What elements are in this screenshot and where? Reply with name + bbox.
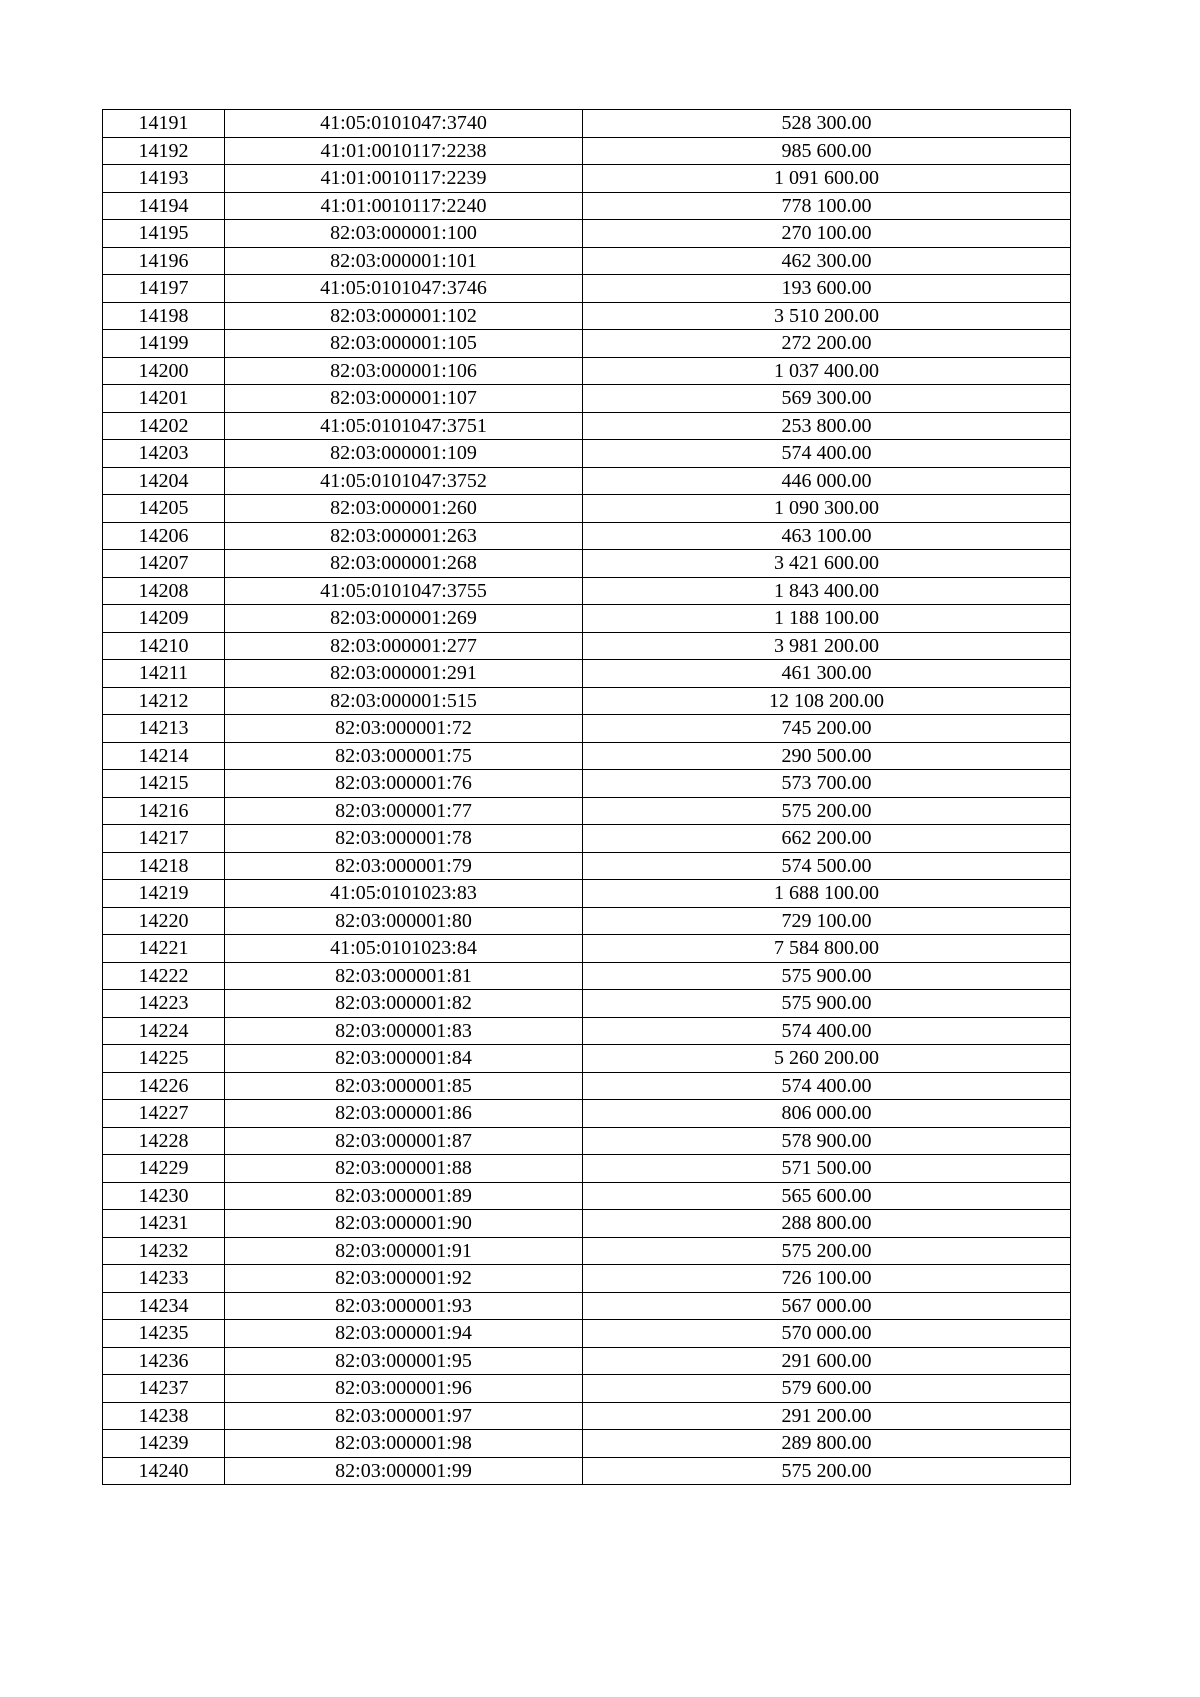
- cadastral-number-cell: 82:03:000001:92: [225, 1265, 583, 1293]
- cadastral-value-cell: 290 500.00: [583, 742, 1071, 770]
- table-row: [103, 660, 1071, 688]
- cadastral-value-cell: 270 100.00: [583, 220, 1071, 248]
- cadastral-value-cell: 569 300.00: [583, 385, 1071, 413]
- cadastral-number-cell: 41:01:0010117:2238: [225, 137, 583, 165]
- table-row: [103, 1265, 1071, 1293]
- cadastral-number-cell: 82:03:000001:79: [225, 852, 583, 880]
- cadastral-value-cell: 574 500.00: [583, 852, 1071, 880]
- cadastral-number-cell: 41:05:0101047:3740: [225, 110, 583, 138]
- table-row: [103, 962, 1071, 990]
- table-row: [103, 440, 1071, 468]
- table-row: [103, 385, 1071, 413]
- cadastral-value-cell: 3 421 600.00: [583, 550, 1071, 578]
- cadastral-number-cell: 82:03:000001:75: [225, 742, 583, 770]
- table-row: [103, 797, 1071, 825]
- row-number-cell: 14236: [103, 1347, 225, 1375]
- cadastral-value-table: [102, 109, 1071, 1485]
- row-number-cell: 14226: [103, 1072, 225, 1100]
- table-row: [103, 1155, 1071, 1183]
- table-row: [103, 137, 1071, 165]
- cadastral-value-cell: 574 400.00: [583, 440, 1071, 468]
- table-row: [103, 825, 1071, 853]
- row-number-cell: 14221: [103, 935, 225, 963]
- cadastral-number-cell: 82:03:000001:106: [225, 357, 583, 385]
- row-number-cell: 14210: [103, 632, 225, 660]
- table-row: [103, 1430, 1071, 1458]
- row-number-cell: 14240: [103, 1457, 225, 1485]
- table-row: [103, 467, 1071, 495]
- cadastral-value-cell: 461 300.00: [583, 660, 1071, 688]
- table-row: [103, 357, 1071, 385]
- table-row: [103, 770, 1071, 798]
- row-number-cell: 14220: [103, 907, 225, 935]
- table-row: [103, 1375, 1071, 1403]
- table-row: [103, 247, 1071, 275]
- row-number-cell: 14214: [103, 742, 225, 770]
- cadastral-value-cell: 662 200.00: [583, 825, 1071, 853]
- table-row: [103, 880, 1071, 908]
- row-number-cell: 14235: [103, 1320, 225, 1348]
- table-row: [103, 192, 1071, 220]
- table-row: [103, 1320, 1071, 1348]
- table-row: [103, 577, 1071, 605]
- row-number-cell: 14227: [103, 1100, 225, 1128]
- cadastral-number-cell: 82:03:000001:105: [225, 330, 583, 358]
- row-number-cell: 14238: [103, 1402, 225, 1430]
- cadastral-number-cell: 82:03:000001:260: [225, 495, 583, 523]
- cadastral-number-cell: 41:05:0101023:84: [225, 935, 583, 963]
- cadastral-value-cell: 575 900.00: [583, 962, 1071, 990]
- cadastral-value-cell: 729 100.00: [583, 907, 1071, 935]
- cadastral-value-cell: 778 100.00: [583, 192, 1071, 220]
- cadastral-value-cell: 1 090 300.00: [583, 495, 1071, 523]
- row-number-cell: 14213: [103, 715, 225, 743]
- row-number-cell: 14201: [103, 385, 225, 413]
- table-row: [103, 852, 1071, 880]
- row-number-cell: 14194: [103, 192, 225, 220]
- cadastral-number-cell: 82:03:000001:83: [225, 1017, 583, 1045]
- cadastral-number-cell: 41:01:0010117:2240: [225, 192, 583, 220]
- cadastral-number-cell: 82:03:000001:81: [225, 962, 583, 990]
- row-number-cell: 14223: [103, 990, 225, 1018]
- table-row: [103, 220, 1071, 248]
- cadastral-value-cell: 7 584 800.00: [583, 935, 1071, 963]
- cadastral-number-cell: 82:03:000001:101: [225, 247, 583, 275]
- table-row: [103, 110, 1071, 138]
- cadastral-number-cell: 82:03:000001:102: [225, 302, 583, 330]
- cadastral-value-cell: 462 300.00: [583, 247, 1071, 275]
- cadastral-value-cell: 1 091 600.00: [583, 165, 1071, 193]
- table-row: [103, 935, 1071, 963]
- table-row: [103, 1182, 1071, 1210]
- row-number-cell: 14211: [103, 660, 225, 688]
- row-number-cell: 14234: [103, 1292, 225, 1320]
- cadastral-value-cell: 3 981 200.00: [583, 632, 1071, 660]
- row-number-cell: 14232: [103, 1237, 225, 1265]
- cadastral-number-cell: 82:03:000001:109: [225, 440, 583, 468]
- table-row: [103, 632, 1071, 660]
- row-number-cell: 14202: [103, 412, 225, 440]
- table-row: [103, 1237, 1071, 1265]
- cadastral-value-cell: 288 800.00: [583, 1210, 1071, 1238]
- cadastral-number-cell: 82:03:000001:87: [225, 1127, 583, 1155]
- table-row: [103, 1210, 1071, 1238]
- row-number-cell: 14224: [103, 1017, 225, 1045]
- cadastral-value-cell: 12 108 200.00: [583, 687, 1071, 715]
- table-row: [103, 330, 1071, 358]
- table-row: [103, 275, 1071, 303]
- cadastral-number-cell: 82:03:000001:78: [225, 825, 583, 853]
- row-number-cell: 14196: [103, 247, 225, 275]
- row-number-cell: 14206: [103, 522, 225, 550]
- table-row: [103, 715, 1071, 743]
- table-row: [103, 687, 1071, 715]
- row-number-cell: 14233: [103, 1265, 225, 1293]
- cadastral-number-cell: 82:03:000001:95: [225, 1347, 583, 1375]
- cadastral-value-cell: 463 100.00: [583, 522, 1071, 550]
- cadastral-value-cell: 574 400.00: [583, 1017, 1071, 1045]
- table-row: [103, 1100, 1071, 1128]
- cadastral-value-cell: 570 000.00: [583, 1320, 1071, 1348]
- cadastral-number-cell: 82:03:000001:94: [225, 1320, 583, 1348]
- table-row: [103, 1457, 1071, 1485]
- cadastral-number-cell: 82:03:000001:80: [225, 907, 583, 935]
- table-row: [103, 1072, 1071, 1100]
- cadastral-value-cell: 745 200.00: [583, 715, 1071, 743]
- row-number-cell: 14198: [103, 302, 225, 330]
- row-number-cell: 14215: [103, 770, 225, 798]
- cadastral-number-cell: 82:03:000001:263: [225, 522, 583, 550]
- cadastral-value-cell: 291 200.00: [583, 1402, 1071, 1430]
- table-row: [103, 522, 1071, 550]
- cadastral-value-cell: 291 600.00: [583, 1347, 1071, 1375]
- cadastral-value-cell: 575 200.00: [583, 1237, 1071, 1265]
- cadastral-number-cell: 82:03:000001:77: [225, 797, 583, 825]
- cadastral-number-cell: 82:03:000001:99: [225, 1457, 583, 1485]
- cadastral-number-cell: 82:03:000001:72: [225, 715, 583, 743]
- cadastral-value-cell: 3 510 200.00: [583, 302, 1071, 330]
- row-number-cell: 14229: [103, 1155, 225, 1183]
- row-number-cell: 14193: [103, 165, 225, 193]
- cadastral-value-cell: 1 688 100.00: [583, 880, 1071, 908]
- cadastral-value-cell: 578 900.00: [583, 1127, 1071, 1155]
- cadastral-value-cell: 253 800.00: [583, 412, 1071, 440]
- cadastral-number-cell: 82:03:000001:91: [225, 1237, 583, 1265]
- table-row: [103, 1347, 1071, 1375]
- row-number-cell: 14207: [103, 550, 225, 578]
- cadastral-number-cell: 82:03:000001:89: [225, 1182, 583, 1210]
- cadastral-number-cell: 82:03:000001:93: [225, 1292, 583, 1320]
- row-number-cell: 14204: [103, 467, 225, 495]
- row-number-cell: 14205: [103, 495, 225, 523]
- cadastral-number-cell: 41:05:0101047:3746: [225, 275, 583, 303]
- cadastral-value-cell: 806 000.00: [583, 1100, 1071, 1128]
- row-number-cell: 14217: [103, 825, 225, 853]
- table-row: [103, 412, 1071, 440]
- table-row: [103, 1402, 1071, 1430]
- cadastral-value-cell: 1 843 400.00: [583, 577, 1071, 605]
- cadastral-number-cell: 82:03:000001:90: [225, 1210, 583, 1238]
- row-number-cell: 14219: [103, 880, 225, 908]
- cadastral-number-cell: 82:03:000001:269: [225, 605, 583, 633]
- cadastral-number-cell: 82:03:000001:84: [225, 1045, 583, 1073]
- cadastral-number-cell: 82:03:000001:85: [225, 1072, 583, 1100]
- cadastral-number-cell: 82:03:000001:291: [225, 660, 583, 688]
- cadastral-number-cell: 41:05:0101023:83: [225, 880, 583, 908]
- cadastral-value-cell: 575 200.00: [583, 1457, 1071, 1485]
- cadastral-value-cell: 272 200.00: [583, 330, 1071, 358]
- cadastral-value-cell: 5 260 200.00: [583, 1045, 1071, 1073]
- table-row: [103, 495, 1071, 523]
- row-number-cell: 14191: [103, 110, 225, 138]
- cadastral-number-cell: 82:03:000001:97: [225, 1402, 583, 1430]
- cadastral-value-cell: 985 600.00: [583, 137, 1071, 165]
- table-row: [103, 742, 1071, 770]
- cadastral-number-cell: 41:05:0101047:3751: [225, 412, 583, 440]
- table-row: [103, 1127, 1071, 1155]
- cadastral-number-cell: 82:03:000001:268: [225, 550, 583, 578]
- row-number-cell: 14209: [103, 605, 225, 633]
- table-row: [103, 302, 1071, 330]
- table-row: [103, 1017, 1071, 1045]
- row-number-cell: 14239: [103, 1430, 225, 1458]
- cadastral-value-cell: 571 500.00: [583, 1155, 1071, 1183]
- cadastral-number-cell: 41:01:0010117:2239: [225, 165, 583, 193]
- cadastral-value-cell: 528 300.00: [583, 110, 1071, 138]
- row-number-cell: 14231: [103, 1210, 225, 1238]
- row-number-cell: 14225: [103, 1045, 225, 1073]
- cadastral-value-cell: 1 188 100.00: [583, 605, 1071, 633]
- row-number-cell: 14230: [103, 1182, 225, 1210]
- cadastral-value-cell: 1 037 400.00: [583, 357, 1071, 385]
- cadastral-value-cell: 726 100.00: [583, 1265, 1071, 1293]
- table-body: [103, 110, 1071, 1485]
- row-number-cell: 14216: [103, 797, 225, 825]
- cadastral-value-cell: 446 000.00: [583, 467, 1071, 495]
- cadastral-value-cell: 573 700.00: [583, 770, 1071, 798]
- cadastral-number-cell: 41:05:0101047:3755: [225, 577, 583, 605]
- row-number-cell: 14203: [103, 440, 225, 468]
- table-row: [103, 605, 1071, 633]
- cadastral-number-cell: 41:05:0101047:3752: [225, 467, 583, 495]
- cadastral-number-cell: 82:03:000001:76: [225, 770, 583, 798]
- row-number-cell: 14228: [103, 1127, 225, 1155]
- cadastral-number-cell: 82:03:000001:86: [225, 1100, 583, 1128]
- row-number-cell: 14199: [103, 330, 225, 358]
- cadastral-value-cell: 193 600.00: [583, 275, 1071, 303]
- cadastral-number-cell: 82:03:000001:107: [225, 385, 583, 413]
- cadastral-number-cell: 82:03:000001:96: [225, 1375, 583, 1403]
- row-number-cell: 14237: [103, 1375, 225, 1403]
- row-number-cell: 14218: [103, 852, 225, 880]
- row-number-cell: 14197: [103, 275, 225, 303]
- table-row: [103, 1045, 1071, 1073]
- table-row: [103, 990, 1071, 1018]
- cadastral-number-cell: 82:03:000001:515: [225, 687, 583, 715]
- cadastral-number-cell: 82:03:000001:82: [225, 990, 583, 1018]
- cadastral-number-cell: 82:03:000001:88: [225, 1155, 583, 1183]
- cadastral-value-cell: 575 200.00: [583, 797, 1071, 825]
- table-row: [103, 550, 1071, 578]
- cadastral-value-cell: 565 600.00: [583, 1182, 1071, 1210]
- row-number-cell: 14208: [103, 577, 225, 605]
- cadastral-value-cell: 289 800.00: [583, 1430, 1071, 1458]
- table-row: [103, 907, 1071, 935]
- row-number-cell: 14195: [103, 220, 225, 248]
- cadastral-number-cell: 82:03:000001:100: [225, 220, 583, 248]
- cadastral-value-cell: 574 400.00: [583, 1072, 1071, 1100]
- table-row: [103, 165, 1071, 193]
- row-number-cell: 14192: [103, 137, 225, 165]
- row-number-cell: 14200: [103, 357, 225, 385]
- cadastral-number-cell: 82:03:000001:277: [225, 632, 583, 660]
- cadastral-number-cell: 82:03:000001:98: [225, 1430, 583, 1458]
- cadastral-value-cell: 567 000.00: [583, 1292, 1071, 1320]
- cadastral-value-cell: 575 900.00: [583, 990, 1071, 1018]
- table-row: [103, 1292, 1071, 1320]
- row-number-cell: 14212: [103, 687, 225, 715]
- cadastral-value-cell: 579 600.00: [583, 1375, 1071, 1403]
- row-number-cell: 14222: [103, 962, 225, 990]
